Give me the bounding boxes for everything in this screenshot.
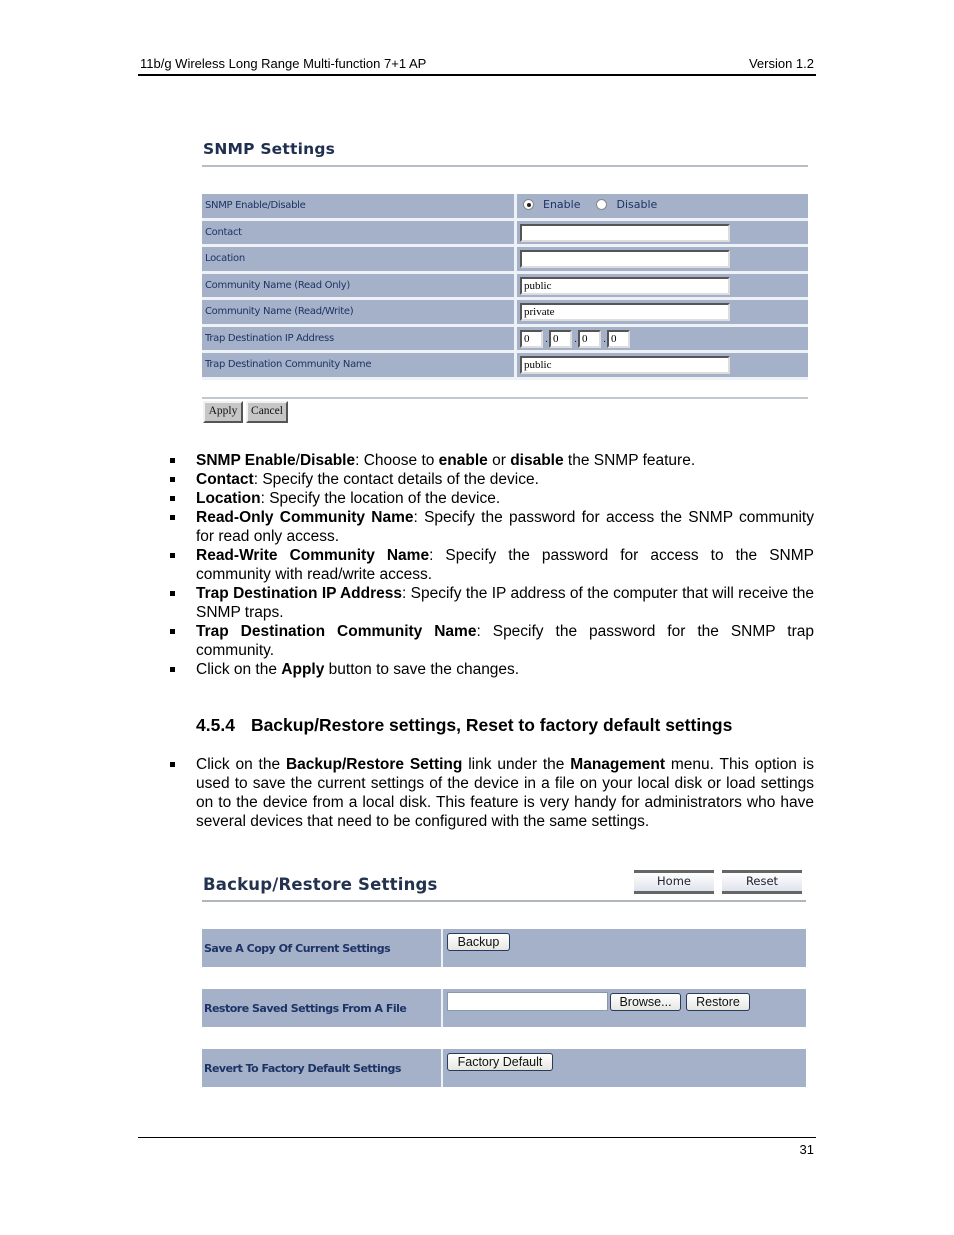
list-item: Location: Specify the location of the device. <box>168 489 814 508</box>
ip-dot: . <box>545 332 549 345</box>
title-divider <box>202 900 806 902</box>
row-contact <box>202 221 808 248</box>
row-save-settings <box>202 929 806 967</box>
browse-button[interactable]: Browse... <box>610 993 681 1011</box>
section-heading <box>196 715 732 736</box>
cancel-button[interactable]: Cancel <box>246 401 288 423</box>
section-number: 4.5.4 <box>196 715 235 735</box>
row-label: Community Name (Read Only) <box>202 274 517 298</box>
trap-ip-octet-1[interactable]: 0 <box>520 330 543 348</box>
list-item: Click on the Apply button to save the changes. <box>168 660 814 679</box>
disable-radio-label: Disable <box>616 198 658 211</box>
enable-radio-label: Enable <box>543 198 581 211</box>
page-number: 31 <box>799 1142 814 1157</box>
trap-community-input[interactable]: public <box>520 356 730 374</box>
row-label: Save A Copy Of Current Settings <box>202 929 443 967</box>
backup-button[interactable]: Backup <box>447 933 510 951</box>
home-button[interactable]: Home <box>634 870 714 894</box>
reset-button[interactable]: Reset <box>722 870 802 894</box>
row-label: Contact <box>202 221 517 245</box>
row-restore-settings <box>202 989 806 1027</box>
list-item: Read-Write Community Name: Specify the password for access to the SNMP community with read/write access. <box>168 546 814 584</box>
list-item: Trap Destination IP Address: Specify the IP address of the computer that will receive the SNMP traps. <box>168 584 814 622</box>
row-trap-community <box>202 353 808 380</box>
backup-restore-title: Backup/Restore Settings <box>203 875 438 894</box>
enable-radio[interactable] <box>523 199 534 210</box>
list-item: Read-Only Community Name: Specify the password for access the SNMP community for read only access. <box>168 508 814 546</box>
page-footer <box>138 1137 816 1157</box>
snmp-settings-title: SNMP Settings <box>203 140 336 158</box>
row-label: Location <box>202 247 517 271</box>
row-label: Restore Saved Settings From A File <box>202 989 443 1027</box>
row-label: Community Name (Read/Write) <box>202 300 517 324</box>
factory-default-button[interactable]: Factory Default <box>447 1053 553 1071</box>
restore-button[interactable]: Restore <box>686 993 750 1011</box>
ip-dot: . <box>603 332 607 345</box>
trap-ip-octet-4[interactable]: 0 <box>607 330 630 348</box>
list-item: Click on the Backup/Restore Setting link under the Management menu. This option is used to save the current settings of the device in a file on your local disk or load settings on to the device from a local disk. This feature is very handy for administrators who have several devices that need to be configured with the same settings. <box>168 755 814 831</box>
backup-description <box>168 755 814 831</box>
row-community-read-write <box>202 300 808 327</box>
snmp-field-descriptions <box>168 451 814 679</box>
document-version: Version 1.2 <box>748 56 814 71</box>
community-read-write-input[interactable]: private <box>520 303 730 321</box>
location-input[interactable] <box>520 250 730 268</box>
disable-radio[interactable] <box>596 199 607 210</box>
community-read-only-input[interactable]: public <box>520 277 730 295</box>
trap-ip-octet-2[interactable]: 0 <box>549 330 572 348</box>
ip-dot: . <box>574 332 578 345</box>
restore-file-input[interactable] <box>447 992 608 1011</box>
row-community-read-only <box>202 274 808 301</box>
document-title: 11b/g Wireless Long Range Multi-function 7+1 AP <box>140 56 427 71</box>
page-header <box>138 56 816 76</box>
row-label: Trap Destination Community Name <box>202 353 517 377</box>
list-item: Trap Destination Community Name: Specify the password for the SNMP trap community. <box>168 622 814 660</box>
button-divider <box>202 397 808 399</box>
contact-input[interactable] <box>520 224 730 242</box>
trap-ip-octet-3[interactable]: 0 <box>578 330 601 348</box>
row-trap-ip <box>202 327 808 354</box>
row-label: Revert To Factory Default Settings <box>202 1049 443 1087</box>
row-label: Trap Destination IP Address <box>202 327 517 351</box>
row-snmp-enable <box>202 194 808 221</box>
apply-button[interactable]: Apply <box>203 401 243 423</box>
snmp-settings-table <box>202 194 808 380</box>
section-title: Backup/Restore settings, Reset to factory default settings <box>250 715 733 735</box>
list-item: Contact: Specify the contact details of the device. <box>168 470 814 489</box>
row-location <box>202 247 808 274</box>
title-divider <box>202 165 808 167</box>
row-factory-default <box>202 1049 806 1087</box>
list-item: SNMP Enable/Disable: Choose to enable or disable the SNMP feature. <box>168 451 814 470</box>
row-label: SNMP Enable/Disable <box>202 194 517 218</box>
